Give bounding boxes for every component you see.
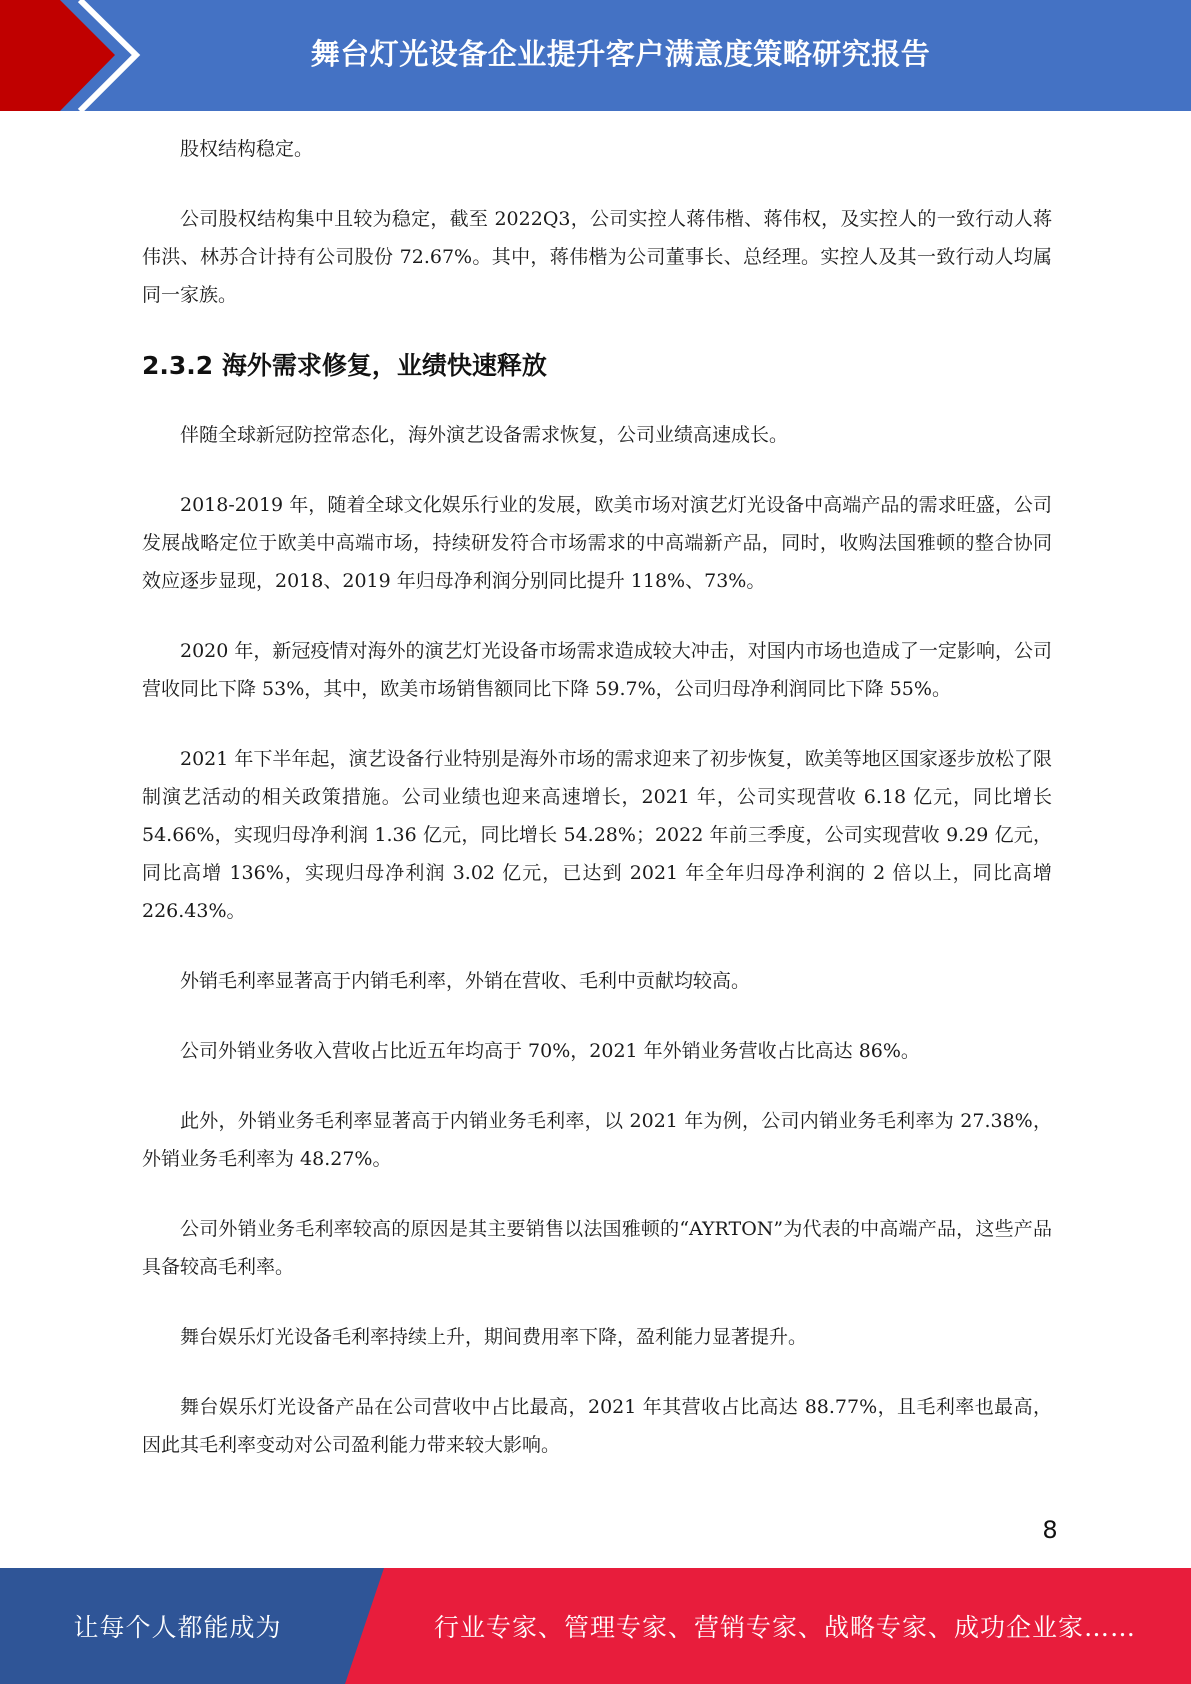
report-title: 舞台灯光设备企业提升客户满意度策略研究报告 [310, 36, 931, 71]
paragraph: 公司外销业务毛利率较高的原因是其主要销售以法国雅顿的“AYRTON”为代表的中高端产品，这些产品具备较高毛利率。 [142, 1218, 1052, 1278]
paragraph: 2018-2019 年，随着全球文化娱乐行业的发展，欧美市场对演艺灯光设备中高端产品的需求旺盛，公司发展战略定位于欧美中高端市场，持续研发符合市场需求的中高端新产品，同时，收购法国雅顿的整合协同效应逐步显现，2018、2019 年归母净利润分别同比提升 118%、73%。 [142, 494, 1052, 592]
header-banner [0, 0, 1191, 111]
paragraph: 公司外销业务收入营收占比近五年均高于 70%，2021 年外销业务营收占比高达 86%。 [180, 1040, 920, 1062]
paragraph: 股权结构稳定。 [180, 138, 314, 160]
paragraph: 伴随全球新冠防控常态化，海外演艺设备需求恢复，公司业绩高速成长。 [180, 424, 789, 446]
footer-slogan-left: 让每个人都能成为 [73, 1613, 282, 1642]
paragraph: 公司股权结构集中且较为稳定，截至 2022Q3，公司实控人蒋伟楷、蒋伟权，及实控人的一致行动人蒋伟洪、林苏合计持有公司股份 72.67%。其中，蒋伟楷为公司董事长、总经理。实控人及其一致行动人均属同一家族。 [142, 208, 1052, 306]
footer-slogan-right: 行业专家、管理专家、营销专家、战略专家、成功企业家…… [433, 1613, 1136, 1642]
document-body [142, 130, 1052, 1496]
paragraph: 2021 年下半年起，演艺设备行业特别是海外市场的需求迎来了初步恢复，欧美等地区国家逐步放松了限制演艺活动的相关政策措施。公司业绩也迎来高速增长，2021 年，公司实现营收 6.18 亿元，同比增长 54.66%，实现归母净利润 1.36 亿元，同比增长 54.28%；2022 年前三季度，公司实现营收 9.29 亿元，同比高增 136%，实现归母净利润 3.02 亿元，已达到 2021 年全年归母净利润的 2 倍以上，同比高增 226.43%。 [142, 748, 1052, 922]
chevron-arrow-icon [0, 0, 160, 111]
page-number: 8 [1042, 1516, 1058, 1544]
paragraph: 舞台娱乐灯光设备产品在公司营收中占比最高，2021 年其营收占比高达 88.77%，且毛利率也最高，因此其毛利率变动对公司盈利能力带来较大影响。 [142, 1396, 1052, 1456]
paragraph: 外销毛利率显著高于内销毛利率，外销在营收、毛利中贡献均较高。 [180, 970, 751, 992]
paragraph: 此外，外销业务毛利率显著高于内销业务毛利率，以 2021 年为例，公司内销业务毛利率为 27.38%，外销业务毛利率为 48.27%。 [142, 1110, 1052, 1170]
section-heading: 2.3.2 海外需求修复，业绩快速释放 [142, 351, 547, 380]
paragraph: 舞台娱乐灯光设备毛利率持续上升，期间费用率下降，盈利能力显著提升。 [180, 1326, 808, 1348]
paragraph: 2020 年，新冠疫情对海外的演艺灯光设备市场需求造成较大冲击，对国内市场也造成了一定影响，公司营收同比下降 53%，其中，欧美市场销售额同比下降 59.7%，公司归母净利润同比下降 55%。 [142, 640, 1052, 700]
footer-banner [0, 1568, 1191, 1684]
